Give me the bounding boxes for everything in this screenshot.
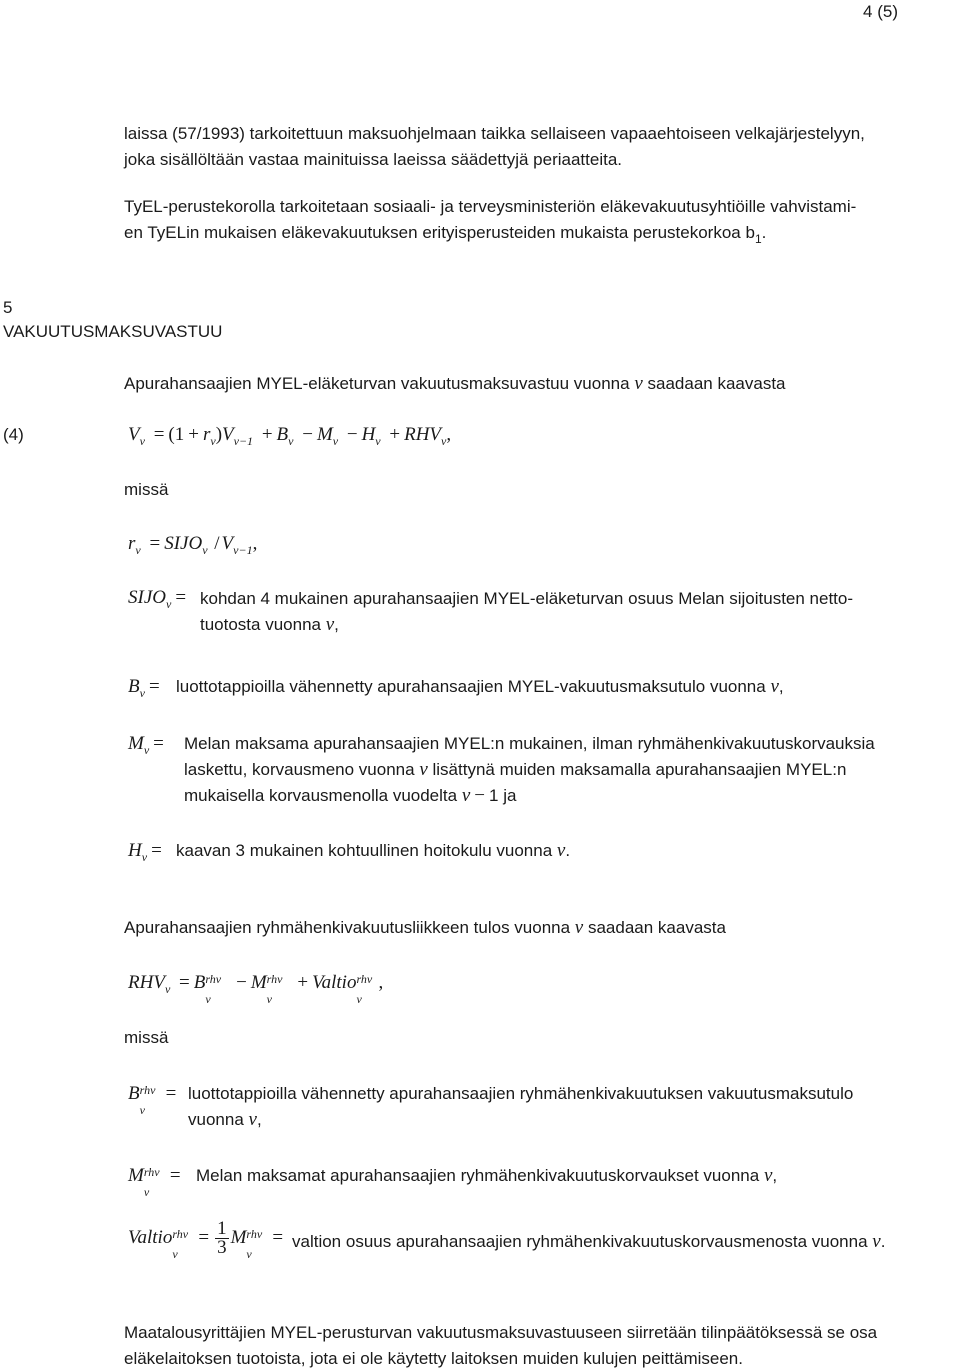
def-valtio-text: valtion osuus apurahansaajien ryhmähenkivakuutuskorvausmenosta vuonna v. <box>292 1231 886 1252</box>
section-number: 5 <box>3 298 13 317</box>
formula-rv: $r_v$ = $SIJO_v / V_{v-1}$, <box>128 533 258 557</box>
para1: Apurahansaajien MYEL-eläketurvan vakuutusmaksuvastuu vuonna v saadaan kaavasta <box>124 373 786 394</box>
tyel-line: en TyELin mukaisen eläkevakuutuksen erityisperusteiden mukaista perustekorkoa $b_1$. <box>124 223 767 246</box>
final-line: Maatalousyrittäjien MYEL-perusturvan vakuutusmaksuvastuuseen siirretään tilinpäätöksessä se osa <box>124 1323 878 1342</box>
tyel-line: TyEL-perustekorolla tarkoitetaan sosiaali- ja terveysministeriön eläkevakuutusyhtiöille vahvistami- <box>124 197 857 216</box>
intro-paragraph <box>124 121 865 173</box>
formula-rhv: $RHV_v = B$ rhv v − M rhv v + Valtio rhv v , <box>128 972 384 1006</box>
def-h-text: kaavan 3 mukainen kohtuullinen hoitokulu vuonna v. <box>176 840 571 861</box>
def-m-symbol: $M_v$ = <box>128 733 164 757</box>
final-paragraph <box>124 1320 877 1372</box>
def-mrhv-symbol: M rhv v = <box>128 1165 181 1199</box>
def-b-symbol: $B_v$ = <box>128 676 160 700</box>
def-h-symbol: $H_v$ = <box>128 840 162 864</box>
def-b-text: luottotappioilla vähennetty apurahansaajien MYEL-vakuutusmaksutulo vuonna v, <box>176 676 784 697</box>
intro-line: joka sisällöltään vastaa mainituissa laeissa säädettyjä periaatteita. <box>124 150 622 169</box>
def-brhv-symbol: B rhv v = <box>128 1083 177 1117</box>
fraction-one-third: $\frac{1}{3}$ <box>217 1218 227 1258</box>
equation-4: $V_v = (1 + r_v)V_{v-1} + B_v - M_v - H_v + RHV_v$, <box>128 424 452 448</box>
def-sijo-symbol: $SIJO_v$ = <box>128 587 187 611</box>
def-m-text: Melan maksama apurahansaajien MYEL:n mukainen, ilman ryhmähenkivakuutuskorvauksia laskettu, korvausmeno vuonna v lisättynä muiden maksamalla apurahansaajien MYEL:n mukaisella korvausmenolla vuodelta v − 1 ja <box>184 734 875 806</box>
page-number: 4 (5) <box>863 2 898 21</box>
def-valtio-symbol: Valtio rhv v = $\frac{1}{3}$ M rhv v = <box>128 1218 284 1261</box>
section-title: VAKUUTUSMAKSUVASTUU <box>3 322 223 341</box>
def-brhv-text: luottotappioilla vähennetty apurahansaajien ryhmähenkivakuutuksen vakuutusmaksutulo vuonna v, <box>188 1084 854 1130</box>
final-line: eläkelaitoksen tuotoista, jota ei ole käytetty laitoksen muiden kulujen peittämiseen. <box>124 1349 743 1368</box>
missa-2: missä <box>124 1028 169 1047</box>
missa-1: missä <box>124 480 169 499</box>
equation-4-label: (4) <box>3 425 24 444</box>
intro-line: laissa (57/1993) tarkoitettuun maksuohjelmaan taikka sellaiseen vapaaehtoiseen velkajärjestelyyn, <box>124 124 865 143</box>
def-sijo-text: kohdan 4 mukainen apurahansaajien MYEL-eläketurvan osuus Melan sijoitusten netto- tuotosta vuonna v, <box>200 589 854 635</box>
def-mrhv-text: Melan maksamat apurahansaajien ryhmähenkivakuutuskorvaukset vuonna v, <box>196 1165 778 1186</box>
tyel-paragraph <box>124 194 856 252</box>
para2: Apurahansaajien ryhmähenkivakuutusliikkeen tulos vuonna v saadaan kaavasta <box>124 917 726 938</box>
